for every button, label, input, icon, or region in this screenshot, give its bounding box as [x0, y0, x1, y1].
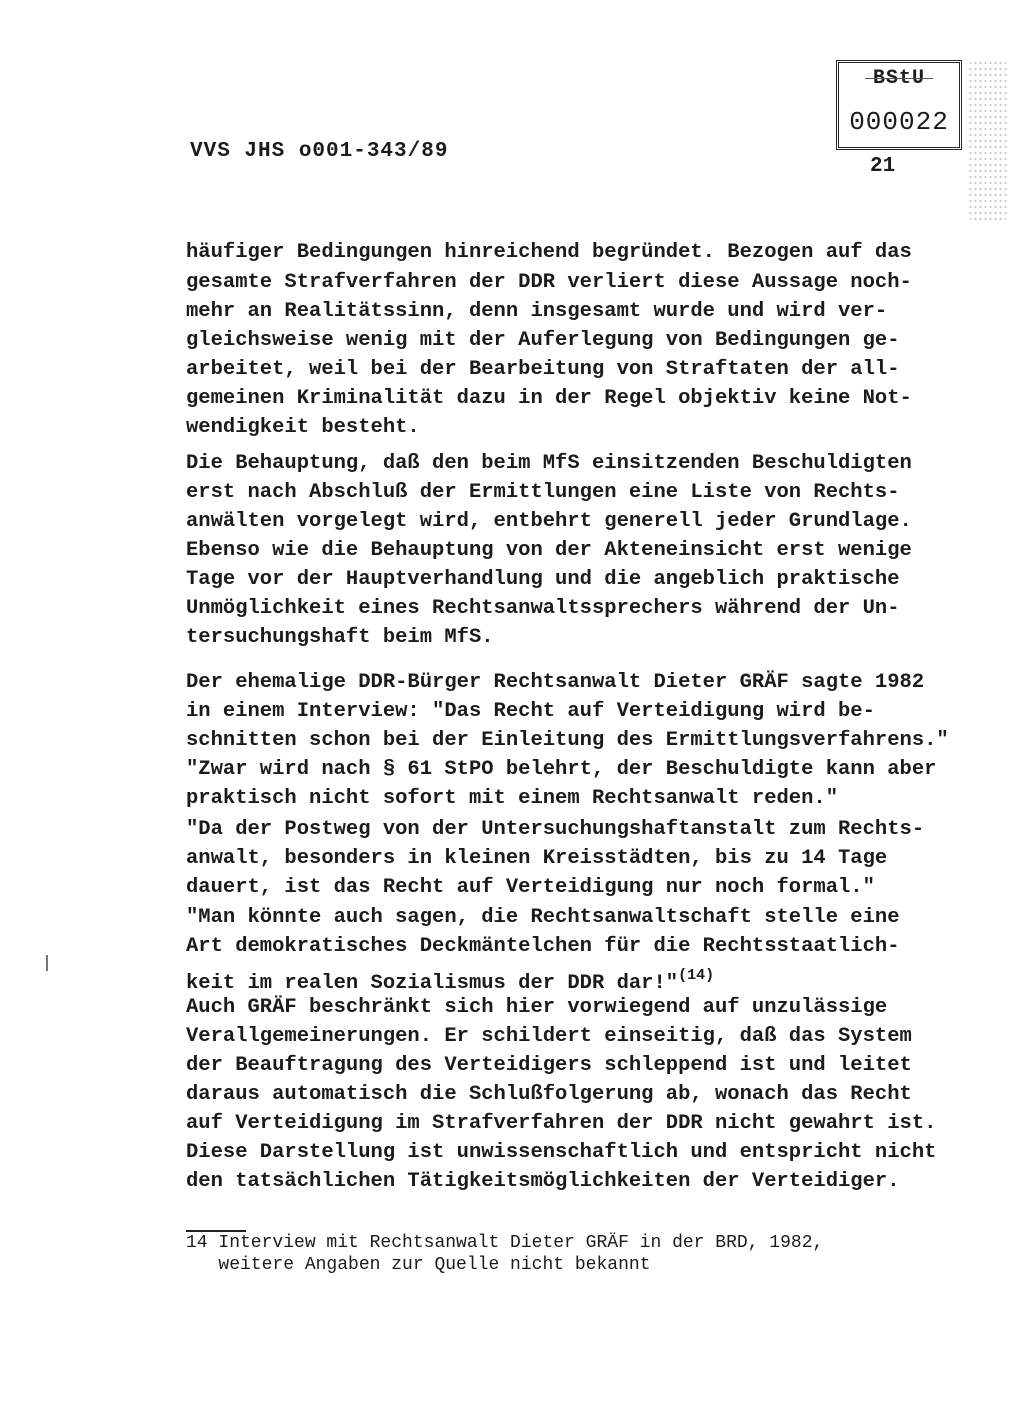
footnote-line: weitere Angaben zur Quelle nicht bekannt: [186, 1255, 651, 1275]
text-line: erst nach Abschluß der Ermittlungen eine Liste von Rechts-: [186, 481, 900, 504]
text-line: gemeinen Kriminalität dazu in der Regel objektiv keine Not-: [186, 387, 912, 410]
text-line: Die Behauptung, daß den beim MfS einsitzenden Beschuldigten: [186, 452, 912, 475]
text-line: schnitten schon bei der Einleitung des Ermittlungsverfahrens.": [186, 729, 949, 752]
text-line: der Beauftragung des Verteidigers schleppend ist und leitet: [186, 1054, 912, 1077]
scan-noise: [968, 60, 1008, 220]
text-line: Ebenso wie die Behauptung von der Akteneinsicht erst wenige: [186, 539, 912, 562]
text-line: praktisch nicht sofort mit einem Rechtsanwalt reden.": [186, 787, 839, 810]
text-line: den tatsächlichen Tätigkeitsmöglichkeiten der Verteidiger.: [186, 1170, 900, 1193]
text-line: Auch GRÄF beschränkt sich hier vorwiegend auf unzulässige: [186, 996, 888, 1019]
text-line: auf Verteidigung im Strafverfahren der DDR nicht gewahrt ist.: [186, 1112, 937, 1135]
text-line: Tage vor der Hauptverhandlung und die angeblich praktische: [186, 568, 900, 591]
text-line: häufiger Bedingungen hinreichend begründet. Bezogen auf das: [186, 241, 912, 264]
text-line: in einem Interview: "Das Recht auf Verteidigung wird be-: [186, 700, 875, 723]
margin-mark: [46, 955, 48, 971]
stamp-number: 000022: [849, 107, 949, 137]
text-line: daraus automatisch die Schlußfolgerung ab, wonach das Recht: [186, 1083, 912, 1106]
stamp-label: BStU: [839, 67, 959, 90]
text-line: anwälten vorgelegt wird, entbehrt generell jeder Grundlage.: [186, 510, 912, 533]
text-line: dauert, ist das Recht auf Verteidigung nur noch formal.": [186, 876, 875, 899]
text-line: Diese Darstellung ist unwissenschaftlich und entspricht nicht: [186, 1141, 937, 1164]
text-line: wendigkeit besteht.: [186, 416, 420, 439]
text-line: Der ehemalige DDR-Bürger Rechtsanwalt Dieter GRÄF sagte 1982: [186, 671, 925, 694]
text-line: Verallgemeinerungen. Er schildert einseitig, daß das System: [186, 1025, 912, 1048]
footnote-line: 14 Interview mit Rechtsanwalt Dieter GRÄF in der BRD, 1982,: [186, 1233, 824, 1253]
text-line: "Zwar wird nach § 61 StPO belehrt, der Beschuldigte kann aber: [186, 758, 937, 781]
text-line: tersuchungshaft beim MfS.: [186, 626, 494, 649]
text-line: gesamte Strafverfahren der DDR verliert diese Aussage noch-: [186, 271, 912, 294]
text-line-with-footnote: [186, 963, 714, 997]
archive-stamp: [836, 60, 962, 150]
text-line: gleichsweise wenig mit der Auferlegung von Bedingungen ge-: [186, 329, 900, 352]
text-line: anwalt, besonders in kleinen Kreisstädten, bis zu 14 Tage: [186, 847, 888, 870]
page-number: 21: [870, 155, 896, 178]
text-line: Unmöglichkeit eines Rechtsanwaltssprechers während der Un-: [186, 597, 900, 620]
text-line: "Man könnte auch sagen, die Rechtsanwaltschaft stelle eine: [186, 906, 900, 929]
footnote-reference: (14): [678, 967, 715, 984]
text-line: mehr an Realitätssinn, denn insgesamt wurde und wird ver-: [186, 300, 888, 323]
text-line: "Da der Postweg von der Untersuchungshaftanstalt zum Rechts-: [186, 818, 925, 841]
text-line: arbeitet, weil bei der Bearbeitung von Straftaten der all-: [186, 358, 900, 381]
text-line: Art demokratisches Deckmäntelchen für die Rechtsstaatlich-: [186, 935, 900, 958]
document-reference: VVS JHS o001-343/89: [190, 140, 449, 163]
text-line: keit im realen Sozialismus der DDR dar!": [186, 972, 679, 995]
